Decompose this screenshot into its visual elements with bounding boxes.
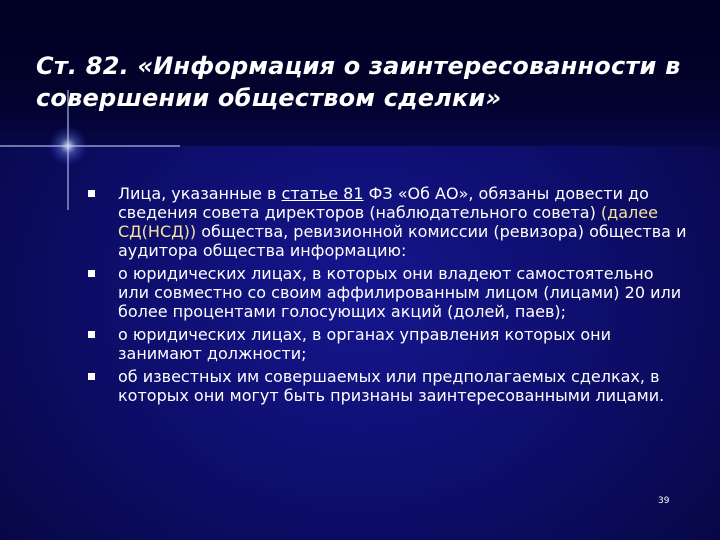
highlighted-abbreviation: (далее СД(НСД)) <box>118 203 658 241</box>
square-bullet-icon <box>88 270 95 277</box>
bullet-item <box>88 325 688 363</box>
bullet-text-mid: ФЗ «Об АО», обязаны довести до сведения совета директоров (наблюдательного совета) <box>118 184 649 222</box>
page-number: 39 <box>658 496 670 506</box>
bullet-text: об известных им совершаемых или предполагаемых сделках, в которых они могут быть признаны заинтересованными лицами. <box>118 367 665 405</box>
bullet-item <box>88 184 688 260</box>
bullet-list <box>88 184 688 409</box>
square-bullet-icon <box>88 331 95 338</box>
slide-title: Ст. 82. «Информация о заинтересованности в совершении обществом сделки» <box>36 52 681 112</box>
bullet-text: о юридических лицах, в которых они владеют самостоятельно или совместно со своим аффилированным лицом (лицами) 20 или более процентами голосующих акций (долей, паев); <box>118 264 682 321</box>
bullet-text-pre: Лица, указанные в <box>118 184 282 203</box>
square-bullet-icon <box>88 373 95 380</box>
square-bullet-icon <box>88 190 95 197</box>
bullet-item <box>88 264 688 321</box>
bullet-item <box>88 367 688 405</box>
law-article-link[interactable]: статье 81 <box>281 184 364 203</box>
bullet-text: о юридических лицах, в органах управления которых они занимают должности; <box>118 325 612 363</box>
bullet-text-post: общества, ревизионной комиссии (ревизора) общества и аудитора общества информацию: <box>118 222 687 260</box>
